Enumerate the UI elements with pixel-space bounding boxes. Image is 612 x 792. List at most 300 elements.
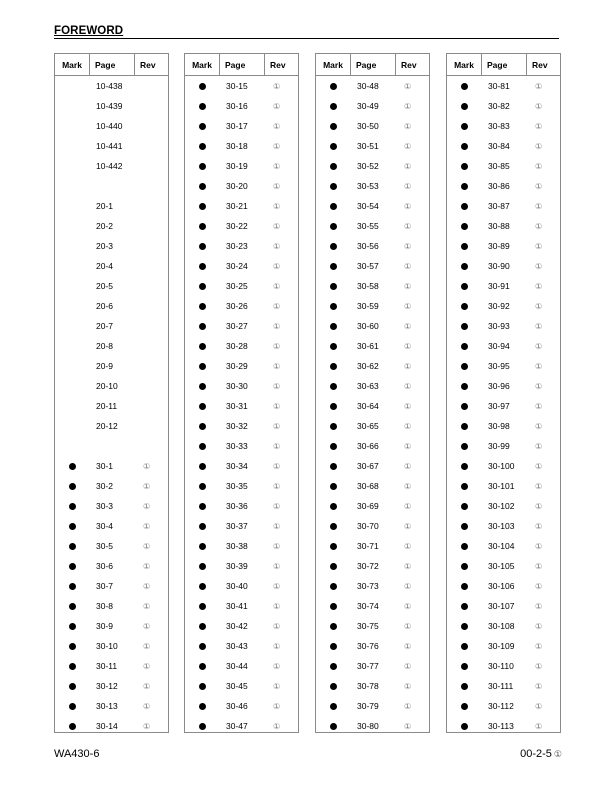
- mark-cell: [447, 483, 482, 490]
- mark-cell: [316, 543, 351, 550]
- mark-cell: [316, 583, 351, 590]
- table-row: [447, 336, 560, 356]
- page-cell: 30-79: [357, 701, 379, 711]
- page-cell: 30-63: [357, 381, 379, 391]
- mark-cell: [316, 183, 351, 190]
- bullet-mark-icon: [199, 423, 206, 430]
- rev-cell: ①: [273, 561, 281, 571]
- page-cell: 20-1: [96, 201, 114, 211]
- table-row: [447, 196, 560, 216]
- rev-cell: ①: [535, 381, 543, 391]
- rev-cell: ①: [273, 181, 281, 191]
- rev-cell: ①: [404, 321, 412, 331]
- bullet-mark-icon: [461, 283, 468, 290]
- table-row: [55, 436, 168, 456]
- rev-cell: ①: [404, 201, 412, 211]
- rev-cell: ①: [273, 101, 281, 111]
- rev-cell: ①: [273, 121, 281, 131]
- bullet-mark-icon: [69, 723, 76, 730]
- rev-cell: ①: [535, 221, 543, 231]
- bullet-mark-icon: [330, 183, 337, 190]
- table-row: [316, 296, 429, 316]
- table-row: [316, 716, 429, 736]
- mark-cell: [185, 283, 220, 290]
- mark-cell: [447, 503, 482, 510]
- bullet-mark-icon: [330, 423, 337, 430]
- table-row: [316, 536, 429, 556]
- page-cell: 30-87: [488, 201, 510, 211]
- rev-cell: ①: [273, 201, 281, 211]
- rev-cell: ①: [535, 281, 543, 291]
- table-row: [185, 456, 298, 476]
- page-cell: 30-52: [357, 161, 379, 171]
- table-row: [185, 76, 298, 96]
- mark-cell: [185, 483, 220, 490]
- mark-cell: [55, 723, 90, 730]
- bullet-mark-icon: [69, 563, 76, 570]
- mark-cell: [185, 223, 220, 230]
- table-row: [447, 516, 560, 536]
- bullet-mark-icon: [461, 483, 468, 490]
- rev-cell: ①: [404, 441, 412, 451]
- page-cell: 30-31: [226, 401, 248, 411]
- rev-cell: ①: [535, 701, 543, 711]
- table-row: [447, 496, 560, 516]
- table-row: [185, 496, 298, 516]
- page-cell: 30-72: [357, 561, 379, 571]
- mark-cell: [55, 503, 90, 510]
- bullet-mark-icon: [199, 263, 206, 270]
- mark-cell: [55, 543, 90, 550]
- table-row: [55, 696, 168, 716]
- rev-cell: ①: [143, 661, 151, 671]
- mark-cell: [447, 663, 482, 670]
- rev-cell: ①: [535, 481, 543, 491]
- rev-cell: ①: [404, 301, 412, 311]
- rev-cell: ①: [273, 721, 281, 731]
- bullet-mark-icon: [199, 563, 206, 570]
- bullet-mark-icon: [461, 143, 468, 150]
- mark-cell: [447, 703, 482, 710]
- rev-cell: ①: [273, 241, 281, 251]
- mark-cell: [316, 523, 351, 530]
- table-row: [447, 556, 560, 576]
- bullet-mark-icon: [69, 543, 76, 550]
- bullet-mark-icon: [330, 603, 337, 610]
- page-cell: 30-64: [357, 401, 379, 411]
- bullet-mark-icon: [199, 83, 206, 90]
- bullet-mark-icon: [199, 383, 206, 390]
- bullet-mark-icon: [199, 283, 206, 290]
- bullet-mark-icon: [69, 703, 76, 710]
- table-row: [55, 196, 168, 216]
- rev-cell: ①: [535, 581, 543, 591]
- mark-cell: [55, 623, 90, 630]
- bullet-mark-icon: [69, 583, 76, 590]
- page-cell: 20-11: [96, 401, 118, 411]
- page-cell: 10-439: [96, 101, 123, 111]
- table-row: [185, 556, 298, 576]
- bullet-mark-icon: [330, 403, 337, 410]
- bullet-mark-icon: [69, 483, 76, 490]
- table-row: [185, 256, 298, 276]
- rev-cell: ①: [404, 341, 412, 351]
- rev-cell: ①: [273, 701, 281, 711]
- table-row: [185, 176, 298, 196]
- table-row: [447, 316, 560, 336]
- rev-cell: ①: [143, 561, 151, 571]
- table-row: [55, 236, 168, 256]
- rev-cell: ①: [535, 401, 543, 411]
- page-cell: 30-101: [488, 481, 515, 491]
- table-row: [316, 556, 429, 576]
- bullet-mark-icon: [199, 203, 206, 210]
- table-row: [316, 156, 429, 176]
- page-cell: 30-13: [96, 701, 118, 711]
- bullet-mark-icon: [461, 323, 468, 330]
- table-row: [316, 596, 429, 616]
- bullet-mark-icon: [461, 343, 468, 350]
- mark-cell: [447, 623, 482, 630]
- col-header-page: Page: [220, 54, 265, 75]
- rev-cell: ①: [535, 321, 543, 331]
- table-row: [55, 276, 168, 296]
- table-row: [316, 236, 429, 256]
- page-cell: 20-10: [96, 381, 118, 391]
- table-row: [447, 596, 560, 616]
- footer-page-number: [520, 748, 562, 760]
- page-cell: 20-4: [96, 261, 114, 271]
- page-cell: 30-90: [488, 261, 510, 271]
- bullet-mark-icon: [461, 243, 468, 250]
- table-row: [55, 96, 168, 116]
- rev-cell: ①: [535, 241, 543, 251]
- page-cell: 30-29: [226, 361, 248, 371]
- mark-cell: [316, 643, 351, 650]
- bullet-mark-icon: [69, 463, 76, 470]
- page-cell: 30-95: [488, 361, 510, 371]
- bullet-mark-icon: [330, 123, 337, 130]
- rev-cell: ①: [404, 221, 412, 231]
- bullet-mark-icon: [461, 443, 468, 450]
- table-row: [55, 616, 168, 636]
- table-row: [316, 376, 429, 396]
- col-header-rev: Rev: [270, 59, 286, 70]
- page-cell: 30-108: [488, 621, 515, 631]
- bullet-mark-icon: [461, 723, 468, 730]
- table-row: [55, 456, 168, 476]
- rev-cell: ①: [404, 161, 412, 171]
- rev-cell: ①: [273, 441, 281, 451]
- mark-cell: [185, 123, 220, 130]
- col-header-rev: Rev: [532, 59, 548, 70]
- mark-cell: [316, 503, 351, 510]
- rev-cell: ①: [143, 541, 151, 551]
- page-cell: 20-3: [96, 241, 114, 251]
- bullet-mark-icon: [199, 143, 206, 150]
- bullet-mark-icon: [199, 183, 206, 190]
- bullet-mark-icon: [461, 83, 468, 90]
- mark-cell: [447, 303, 482, 310]
- table-row: [447, 276, 560, 296]
- table-row: [316, 256, 429, 276]
- table-row: [316, 436, 429, 456]
- page-cell: 30-42: [226, 621, 248, 631]
- rev-cell: ①: [143, 601, 151, 611]
- page-cell: 20-12: [96, 421, 118, 431]
- rev-cell: ①: [535, 541, 543, 551]
- mark-cell: [185, 403, 220, 410]
- bullet-mark-icon: [199, 103, 206, 110]
- rev-cell: ①: [535, 141, 543, 151]
- mark-cell: [447, 723, 482, 730]
- bullet-mark-icon: [199, 523, 206, 530]
- table-row: [185, 276, 298, 296]
- table-row: [447, 656, 560, 676]
- rev-cell: ①: [535, 161, 543, 171]
- page-cell: 30-77: [357, 661, 379, 671]
- page-cell: 30-113: [488, 721, 514, 731]
- page-cell: 20-6: [96, 301, 114, 311]
- table-row: [316, 136, 429, 156]
- page-cell: 30-6: [96, 561, 114, 571]
- bullet-mark-icon: [330, 463, 337, 470]
- rev-cell: ①: [404, 121, 412, 131]
- rev-cell: ①: [535, 621, 543, 631]
- bullet-mark-icon: [330, 483, 337, 490]
- mark-cell: [447, 103, 482, 110]
- page-cell: 30-103: [488, 521, 515, 531]
- mark-cell: [316, 163, 351, 170]
- table-body: [316, 76, 429, 736]
- mark-cell: [316, 443, 351, 450]
- mark-cell: [447, 323, 482, 330]
- table-row: [55, 356, 168, 376]
- mark-cell: [185, 183, 220, 190]
- rev-cell: ①: [404, 361, 412, 371]
- mark-cell: [185, 643, 220, 650]
- table-row: [185, 156, 298, 176]
- page-cell: 30-33: [226, 441, 248, 451]
- table-row: [316, 316, 429, 336]
- rev-cell: ①: [404, 541, 412, 551]
- page-cell: 30-30: [226, 381, 248, 391]
- bullet-mark-icon: [461, 203, 468, 210]
- rev-cell: ①: [404, 241, 412, 251]
- mark-cell: [55, 683, 90, 690]
- rev-cell: ①: [273, 641, 281, 651]
- bullet-mark-icon: [199, 503, 206, 510]
- bullet-mark-icon: [69, 603, 76, 610]
- rev-cell: ①: [535, 261, 543, 271]
- rev-cell: ①: [404, 721, 412, 731]
- bullet-mark-icon: [461, 403, 468, 410]
- page-cell: 30-75: [357, 621, 379, 631]
- page-cell: 30-91: [488, 281, 510, 291]
- table-row: [55, 216, 168, 236]
- bullet-mark-icon: [199, 163, 206, 170]
- rev-cell: ①: [404, 561, 412, 571]
- table-row: [447, 396, 560, 416]
- rev-cell: ①: [535, 301, 543, 311]
- table-row: [185, 516, 298, 536]
- table-row: [447, 236, 560, 256]
- page-cell: 30-12: [96, 681, 118, 691]
- table-row: [55, 296, 168, 316]
- table-row: [447, 536, 560, 556]
- page-cell: 30-23: [226, 241, 248, 251]
- page-cell: 30-3: [96, 501, 114, 511]
- page-cell: 30-70: [357, 521, 379, 531]
- rev-cell: ①: [404, 501, 412, 511]
- mark-cell: [316, 223, 351, 230]
- table-row: [447, 376, 560, 396]
- table-row: [316, 456, 429, 476]
- page-cell: 30-85: [488, 161, 510, 171]
- table-row: [447, 416, 560, 436]
- table-row: [447, 76, 560, 96]
- page-cell: 30-74: [357, 601, 379, 611]
- page-cell: 30-11: [96, 661, 118, 671]
- mark-cell: [447, 363, 482, 370]
- rev-cell: ①: [273, 81, 281, 91]
- mark-cell: [447, 203, 482, 210]
- mark-cell: [185, 383, 220, 390]
- table-row: [447, 116, 560, 136]
- bullet-mark-icon: [461, 703, 468, 710]
- rev-cell: ①: [535, 561, 543, 571]
- mark-cell: [185, 143, 220, 150]
- page-cell: 30-66: [357, 441, 379, 451]
- table-row: [447, 256, 560, 276]
- page-cell: 20-9: [96, 361, 114, 371]
- rev-cell: ①: [535, 501, 543, 511]
- bullet-mark-icon: [330, 623, 337, 630]
- table-row: [316, 276, 429, 296]
- mark-cell: [55, 563, 90, 570]
- rev-cell: ①: [273, 501, 281, 511]
- col-header-mark: Mark: [185, 54, 220, 75]
- table-row: [55, 576, 168, 596]
- mark-cell: [55, 603, 90, 610]
- table-row: [55, 516, 168, 536]
- page-cell: 30-82: [488, 101, 510, 111]
- rev-cell: ①: [404, 141, 412, 151]
- page-cell: 30-54: [357, 201, 379, 211]
- bullet-mark-icon: [69, 643, 76, 650]
- table-row: [316, 396, 429, 416]
- bullet-mark-icon: [199, 443, 206, 450]
- mark-cell: [185, 103, 220, 110]
- rev-cell: ①: [535, 341, 543, 351]
- table-row: [447, 636, 560, 656]
- rev-cell: ①: [143, 521, 151, 531]
- rev-cell: ①: [535, 721, 543, 731]
- bullet-mark-icon: [199, 603, 206, 610]
- table-row: [316, 336, 429, 356]
- page-cell: 30-60: [357, 321, 379, 331]
- mark-cell: [447, 443, 482, 450]
- mark-cell: [447, 403, 482, 410]
- bullet-mark-icon: [461, 503, 468, 510]
- bullet-mark-icon: [461, 303, 468, 310]
- mark-cell: [447, 243, 482, 250]
- bullet-mark-icon: [461, 163, 468, 170]
- mark-cell: [55, 463, 90, 470]
- page-cell: 30-55: [357, 221, 379, 231]
- page-rev-mark: ①: [553, 749, 562, 759]
- rev-cell: ①: [143, 641, 151, 651]
- page-title: FOREWORD: [54, 25, 124, 37]
- bullet-mark-icon: [461, 183, 468, 190]
- bullet-mark-icon: [199, 663, 206, 670]
- page-cell: 30-97: [488, 401, 510, 411]
- table-row: [185, 716, 298, 736]
- rev-cell: ①: [404, 481, 412, 491]
- page-cell: 30-36: [226, 501, 248, 511]
- page-cell: 30-100: [488, 461, 515, 471]
- rev-cell: ①: [273, 681, 281, 691]
- rev-cell: ①: [404, 381, 412, 391]
- mark-cell: [316, 103, 351, 110]
- rev-cell: ①: [143, 501, 151, 511]
- page-cell: 30-81: [488, 81, 510, 91]
- table-row: [447, 356, 560, 376]
- table-row: [316, 576, 429, 596]
- table-row: [316, 356, 429, 376]
- table-row: [185, 116, 298, 136]
- table-row: [185, 576, 298, 596]
- table-row: [55, 716, 168, 736]
- page-cell: 30-106: [488, 581, 515, 591]
- rev-cell: ①: [273, 161, 281, 171]
- table-row: [55, 496, 168, 516]
- pages-table-4: [446, 53, 561, 733]
- bullet-mark-icon: [330, 243, 337, 250]
- rev-cell: ①: [273, 661, 281, 671]
- table-row: [55, 336, 168, 356]
- table-header: [316, 54, 429, 76]
- page-cell: 30-56: [357, 241, 379, 251]
- mark-cell: [185, 343, 220, 350]
- table-row: [316, 116, 429, 136]
- mark-cell: [447, 543, 482, 550]
- table-row: [185, 656, 298, 676]
- rev-cell: ①: [273, 621, 281, 631]
- page-cell: 30-51: [357, 141, 379, 151]
- page-number: 00-2-5: [520, 748, 552, 760]
- page-cell: 20-5: [96, 281, 114, 291]
- page-cell: 30-44: [226, 661, 248, 671]
- table-row: [185, 676, 298, 696]
- bullet-mark-icon: [199, 363, 206, 370]
- table-row: [316, 496, 429, 516]
- bullet-mark-icon: [461, 263, 468, 270]
- table-row: [185, 596, 298, 616]
- page-cell: 30-65: [357, 421, 379, 431]
- bullet-mark-icon: [199, 623, 206, 630]
- page-cell: 30-84: [488, 141, 510, 151]
- mark-cell: [185, 243, 220, 250]
- page-cell: 30-71: [357, 541, 379, 551]
- page-cell: 10-442: [96, 161, 123, 171]
- page-cell: 30-9: [96, 621, 114, 631]
- mark-cell: [55, 523, 90, 530]
- col-header-mark: Mark: [55, 54, 90, 75]
- table-row: [185, 696, 298, 716]
- mark-cell: [316, 663, 351, 670]
- rev-cell: ①: [535, 441, 543, 451]
